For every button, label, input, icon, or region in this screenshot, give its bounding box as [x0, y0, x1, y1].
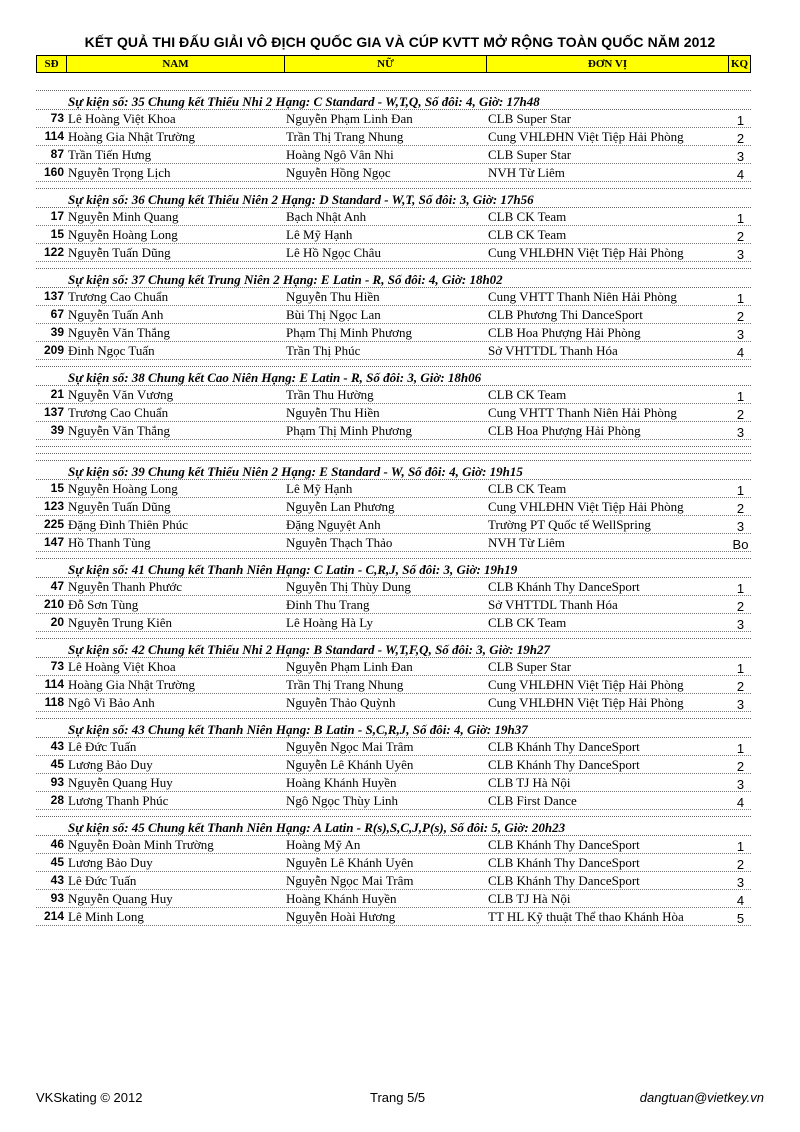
cell-sd: 137 — [43, 405, 64, 419]
result-row — [36, 208, 751, 226]
cell-nu: Trần Thị Trang Nhung — [286, 129, 404, 144]
result-row — [36, 516, 751, 534]
cell-kq: 1 — [736, 839, 745, 854]
result-row — [36, 756, 751, 774]
cell-kq: 3 — [736, 425, 745, 440]
event-divider — [36, 638, 751, 639]
cell-sd: 39 — [50, 423, 64, 437]
cell-kq: 3 — [736, 777, 745, 792]
event-title: Sự kiện số: 42 Chung kết Thiếu Nhi 2 Hạng: B Standard - W,T,F,Q, Số đôi: 3, Giờ: 19h27 — [36, 642, 751, 658]
cell-nu: Ngô Ngọc Thùy Linh — [286, 793, 399, 808]
cell-kq: 1 — [736, 113, 745, 128]
cell-nu: Hoàng Khánh Huyền — [286, 891, 397, 906]
separator-line — [36, 453, 751, 454]
cell-nu: Bạch Nhật Anh — [286, 209, 367, 224]
cell-kq: 3 — [736, 617, 745, 632]
header-nu: NỮ — [285, 56, 487, 72]
cell-nam: Trương Cao Chuẩn — [68, 405, 169, 420]
cell-kq: 2 — [736, 599, 745, 614]
cell-kq: 3 — [736, 519, 745, 534]
cell-kq: 4 — [736, 795, 745, 810]
event-block — [36, 460, 751, 552]
cell-sd: 43 — [50, 873, 64, 887]
cell-sd: 21 — [50, 387, 64, 401]
event-block — [36, 366, 751, 454]
cell-sd: 47 — [50, 579, 64, 593]
cell-kq: 3 — [736, 697, 745, 712]
table-header — [36, 55, 751, 73]
cell-nu: Nguyễn Thảo Quỳnh — [286, 695, 396, 710]
cell-donvi: Sở VHTTDL Thanh Hóa — [488, 343, 618, 358]
cell-sd: 147 — [43, 535, 64, 549]
result-row — [36, 534, 751, 552]
cell-nam: Nguyễn Đoàn Minh Trường — [68, 837, 214, 852]
cell-nam: Nguyễn Hoàng Long — [68, 227, 178, 242]
cell-kq: 2 — [736, 501, 745, 516]
cell-sd: 210 — [43, 597, 64, 611]
cell-kq: 2 — [736, 679, 745, 694]
cell-nu: Lê Mỹ Hạnh — [286, 481, 353, 496]
cell-kq: 3 — [736, 327, 745, 342]
cell-sd: 43 — [50, 739, 64, 753]
header-nam: NAM — [67, 56, 285, 72]
cell-kq: 1 — [736, 211, 745, 226]
events-list — [36, 90, 751, 932]
cell-donvi: CLB Khánh Thy DanceSport — [488, 855, 640, 870]
cell-nu: Nguyễn Lan Phương — [286, 499, 395, 514]
cell-donvi: CLB Khánh Thy DanceSport — [488, 579, 640, 594]
cell-nu: Nguyễn Hồng Ngọc — [286, 165, 391, 180]
cell-nu: Nguyễn Thu Hiền — [286, 405, 380, 420]
event-title: Sự kiện số: 36 Chung kết Thiếu Niên 2 Hạng: D Standard - W,T, Số đôi: 3, Giờ: 17h56 — [36, 192, 751, 208]
cell-sd: 160 — [43, 165, 64, 179]
cell-nam: Nguyễn Văn Vương — [68, 387, 174, 402]
result-row — [36, 110, 751, 128]
cell-nam: Hoàng Gia Nhật Trường — [68, 677, 195, 692]
cell-donvi: CLB CK Team — [488, 615, 567, 630]
cell-sd: 93 — [50, 775, 64, 789]
cell-nam: Ngô Vi Bảo Anh — [68, 695, 155, 710]
cell-nu: Lê Hoàng Hà Ly — [286, 615, 374, 630]
cell-kq: 1 — [736, 291, 745, 306]
cell-kq: 4 — [736, 893, 745, 908]
footer-page-number: Trang 5/5 — [370, 1090, 426, 1105]
result-row — [36, 676, 751, 694]
cell-nam: Nguyễn Trọng Lịch — [68, 165, 171, 180]
result-row — [36, 306, 751, 324]
result-row — [36, 288, 751, 306]
result-row — [36, 694, 751, 712]
cell-sd: 93 — [50, 891, 64, 905]
cell-sd: 15 — [50, 481, 64, 495]
cell-donvi: CLB First Dance — [488, 793, 577, 808]
cell-nu: Nguyễn Phạm Linh Đan — [286, 659, 413, 674]
event-divider — [36, 816, 751, 817]
cell-kq: 1 — [736, 661, 745, 676]
cell-kq: 3 — [736, 149, 745, 164]
result-row — [36, 226, 751, 244]
event-title: Sự kiện số: 37 Chung kết Trung Niên 2 Hạng: E Latin - R, Số đôi: 4, Giờ: 18h02 — [36, 272, 751, 288]
cell-sd: 73 — [50, 111, 64, 125]
cell-nu: Nguyễn Phạm Linh Đan — [286, 111, 413, 126]
cell-nam: Lê Minh Long — [68, 909, 144, 924]
cell-nam: Lương Bảo Duy — [68, 855, 153, 870]
cell-donvi: NVH Từ Liêm — [488, 165, 565, 180]
event-divider — [36, 188, 751, 189]
cell-nam: Lê Hoàng Việt Khoa — [68, 659, 176, 674]
cell-nam: Đinh Ngọc Tuấn — [68, 343, 155, 358]
cell-kq: 4 — [736, 345, 745, 360]
cell-nu: Nguyễn Thu Hiền — [286, 289, 380, 304]
event-block — [36, 718, 751, 810]
cell-nam: Nguyễn Tuấn Dũng — [68, 245, 171, 260]
cell-nu: Đặng Nguyệt Anh — [286, 517, 381, 532]
cell-sd: 87 — [50, 147, 64, 161]
cell-nu: Nguyễn Ngọc Mai Trâm — [286, 873, 414, 888]
cell-donvi: Cung VHTT Thanh Niên Hải Phòng — [488, 289, 677, 304]
result-row — [36, 422, 751, 440]
cell-donvi: CLB Khánh Thy DanceSport — [488, 873, 640, 888]
cell-kq: 2 — [736, 759, 745, 774]
cell-kq: 1 — [736, 581, 745, 596]
cell-sd: 15 — [50, 227, 64, 241]
cell-donvi: Cung VHLĐHN Việt Tiệp Hải Phòng — [488, 245, 684, 260]
cell-nu: Trần Thị Trang Nhung — [286, 677, 404, 692]
event-divider — [36, 460, 751, 461]
result-row — [36, 890, 751, 908]
cell-nam: Nguyễn Minh Quang — [68, 209, 179, 224]
cell-nam: Lương Bảo Duy — [68, 757, 153, 772]
cell-donvi: CLB Super Star — [488, 659, 572, 674]
cell-nu: Trần Thu Hường — [286, 387, 374, 402]
cell-kq: 2 — [736, 131, 745, 146]
cell-sd: 45 — [50, 855, 64, 869]
cell-nam: Nguyễn Thanh Phước — [68, 579, 183, 594]
cell-sd: 122 — [43, 245, 64, 259]
event-divider — [36, 558, 751, 559]
cell-nam: Trần Tiến Hưng — [68, 147, 152, 162]
cell-kq: 2 — [736, 407, 745, 422]
cell-sd: 123 — [43, 499, 64, 513]
event-divider — [36, 718, 751, 719]
cell-nu: Phạm Thị Minh Phương — [286, 325, 413, 340]
result-row — [36, 658, 751, 676]
cell-nam: Nguyễn Hoàng Long — [68, 481, 178, 496]
cell-nam: Lê Hoàng Việt Khoa — [68, 111, 176, 126]
cell-nu: Bùi Thị Ngọc Lan — [286, 307, 381, 322]
cell-donvi: CLB CK Team — [488, 481, 567, 496]
cell-nu: Lê Mỹ Hạnh — [286, 227, 353, 242]
result-row — [36, 872, 751, 890]
cell-nam: Lê Đức Tuấn — [68, 739, 137, 754]
footer-email: dangtuan@vietkey.vn — [639, 1090, 764, 1105]
cell-sd: 137 — [43, 289, 64, 303]
cell-sd: 20 — [50, 615, 64, 629]
cell-donvi: CLB Super Star — [488, 111, 572, 126]
cell-kq: 1 — [736, 741, 745, 756]
cell-donvi: CLB Khánh Thy DanceSport — [488, 837, 640, 852]
cell-nam: Trương Cao Chuẩn — [68, 289, 169, 304]
cell-nu: Hoàng Khánh Huyền — [286, 775, 397, 790]
cell-nam: Hoàng Gia Nhật Trường — [68, 129, 195, 144]
result-row — [36, 164, 751, 182]
cell-kq: 2 — [736, 229, 745, 244]
cell-donvi: CLB CK Team — [488, 227, 567, 242]
cell-nam: Đặng Đình Thiên Phúc — [68, 517, 188, 532]
cell-nu: Trần Thị Phúc — [286, 343, 361, 358]
cell-donvi: CLB Hoa Phượng Hải Phòng — [488, 325, 641, 340]
result-row — [36, 854, 751, 872]
event-divider — [36, 366, 751, 367]
cell-sd: 45 — [50, 757, 64, 771]
cell-nu: Nguyễn Ngọc Mai Trâm — [286, 739, 414, 754]
cell-donvi: CLB TJ Hà Nội — [488, 775, 571, 790]
result-row — [36, 324, 751, 342]
cell-nam: Nguyễn Văn Thắng — [68, 423, 171, 438]
result-row — [36, 386, 751, 404]
cell-donvi: CLB Khánh Thy DanceSport — [488, 757, 640, 772]
cell-nam: Nguyễn Tuấn Anh — [68, 307, 164, 322]
cell-nam: Đỗ Sơn Tùng — [68, 597, 139, 612]
cell-sd: 114 — [44, 129, 64, 143]
event-title: Sự kiện số: 35 Chung kết Thiếu Nhi 2 Hạng: C Standard - W,T,Q, Số đôi: 4, Giờ: 17h48 — [36, 94, 751, 110]
result-row — [36, 578, 751, 596]
cell-sd: 17 — [50, 209, 64, 223]
result-row — [36, 404, 751, 422]
cell-nam: Hồ Thanh Tùng — [68, 535, 151, 550]
cell-donvi: Sở VHTTDL Thanh Hóa — [488, 597, 618, 612]
cell-kq: 1 — [736, 389, 745, 404]
cell-sd: 114 — [44, 677, 64, 691]
cell-nu: Nguyễn Hoài Hương — [286, 909, 396, 924]
cell-nam: Nguyễn Quang Huy — [68, 891, 173, 906]
result-row — [36, 596, 751, 614]
cell-nu: Đinh Thu Trang — [286, 597, 370, 612]
header-donvi: ĐƠN VỊ — [487, 56, 729, 72]
cell-donvi: Cung VHTT Thanh Niên Hải Phòng — [488, 405, 677, 420]
result-row — [36, 480, 751, 498]
cell-kq: 2 — [736, 857, 745, 872]
cell-sd: 209 — [43, 343, 64, 357]
cell-donvi: CLB Super Star — [488, 147, 572, 162]
cell-donvi: NVH Từ Liêm — [488, 535, 565, 550]
event-title: Sự kiện số: 43 Chung kết Thanh Niên Hạng: B Latin - S,C,R,J, Số đôi: 4, Giờ: 19h37 — [36, 722, 751, 738]
cell-nu: Hoàng Mỹ An — [286, 837, 361, 852]
cell-donvi: CLB CK Team — [488, 209, 567, 224]
cell-nu: Phạm Thị Minh Phương — [286, 423, 413, 438]
result-row — [36, 244, 751, 262]
cell-sd: 73 — [50, 659, 64, 673]
cell-sd: 214 — [43, 909, 64, 923]
header-sd: SĐ — [37, 56, 67, 72]
event-divider — [36, 268, 751, 269]
result-row — [36, 614, 751, 632]
cell-kq: 3 — [736, 247, 745, 262]
result-row — [36, 792, 751, 810]
cell-donvi: CLB Khánh Thy DanceSport — [488, 739, 640, 754]
cell-nam: Nguyễn Quang Huy — [68, 775, 173, 790]
cell-nu: Nguyễn Thạch Thảo — [286, 535, 393, 550]
cell-sd: 118 — [44, 695, 64, 709]
cell-sd: 39 — [50, 325, 64, 339]
cell-donvi: CLB Hoa Phượng Hải Phòng — [488, 423, 641, 438]
cell-nam: Nguyễn Văn Thắng — [68, 325, 171, 340]
cell-nam: Lê Đức Tuấn — [68, 873, 137, 888]
result-row — [36, 498, 751, 516]
event-block — [36, 816, 751, 926]
event-title: Sự kiện số: 41 Chung kết Thanh Niên Hạng: C Latin - C,R,J, Số đôi: 3, Giờ: 19h19 — [36, 562, 751, 578]
cell-nam: Lương Thanh Phúc — [68, 793, 169, 808]
event-block — [36, 188, 751, 262]
event-title: Sự kiện số: 38 Chung kết Cao Niên Hạng: E Latin - R, Số đôi: 3, Giờ: 18h06 — [36, 370, 751, 386]
cell-kq: 1 — [736, 483, 745, 498]
cell-nu: Nguyễn Lê Khánh Uyên — [286, 855, 414, 870]
page-title: KẾT QUẢ THI ĐẤU GIẢI VÔ ĐỊCH QUỐC GIA VÀ CÚP KVTT MỞ RỘNG TOÀN QUỐC NĂM 2012 — [84, 34, 716, 50]
cell-nam: Nguyễn Tuấn Dũng — [68, 499, 171, 514]
result-row — [36, 836, 751, 854]
event-title: Sự kiện số: 39 Chung kết Thiếu Niên 2 Hạng: E Standard - W, Số đôi: 4, Giờ: 19h15 — [36, 464, 751, 480]
cell-nam: Nguyễn Trung Kiên — [68, 615, 173, 630]
cell-sd: 225 — [43, 517, 64, 531]
event-block — [36, 638, 751, 712]
event-block — [36, 558, 751, 632]
result-row — [36, 128, 751, 146]
cell-donvi: CLB TJ Hà Nội — [488, 891, 571, 906]
cell-kq: 4 — [736, 167, 745, 182]
cell-donvi: TT HL Kỹ thuật Thể thao Khánh Hòa — [488, 909, 684, 924]
cell-kq: Bo — [732, 537, 749, 552]
cell-donvi: Trường PT Quốc tế WellSpring — [488, 517, 651, 532]
cell-donvi: CLB Phương Thi DanceSport — [488, 307, 643, 322]
cell-donvi: CLB CK Team — [488, 387, 567, 402]
cell-kq: 3 — [736, 875, 745, 890]
event-block — [36, 90, 751, 182]
separator-line — [36, 446, 751, 447]
cell-nu: Nguyễn Thị Thùy Dung — [286, 579, 411, 594]
cell-donvi: Cung VHLĐHN Việt Tiệp Hải Phòng — [488, 695, 684, 710]
event-divider — [36, 90, 751, 91]
result-row — [36, 342, 751, 360]
event-block — [36, 268, 751, 360]
cell-sd: 28 — [50, 793, 64, 807]
cell-sd: 67 — [50, 307, 64, 321]
cell-nu: Hoàng Ngô Vân Nhi — [286, 147, 394, 162]
cell-sd: 46 — [50, 837, 64, 851]
cell-donvi: Cung VHLĐHN Việt Tiệp Hải Phòng — [488, 677, 684, 692]
cell-kq: 2 — [736, 309, 745, 324]
cell-nu: Nguyễn Lê Khánh Uyên — [286, 757, 414, 772]
cell-nu: Lê Hồ Ngọc Châu — [286, 245, 381, 260]
footer-copyright: VKSkating © 2012 — [36, 1090, 143, 1105]
cell-donvi: Cung VHLĐHN Việt Tiệp Hải Phòng — [488, 129, 684, 144]
cell-donvi: Cung VHLĐHN Việt Tiệp Hải Phòng — [488, 499, 684, 514]
result-row — [36, 146, 751, 164]
header-kq: KQ — [730, 58, 749, 70]
result-row — [36, 774, 751, 792]
cell-kq: 5 — [736, 911, 745, 926]
result-row — [36, 738, 751, 756]
event-title: Sự kiện số: 45 Chung kết Thanh Niên Hạng: A Latin - R(s),S,C,J,P(s), Số đôi: 5, Giờ: 20h23 — [36, 820, 751, 836]
result-row — [36, 908, 751, 926]
